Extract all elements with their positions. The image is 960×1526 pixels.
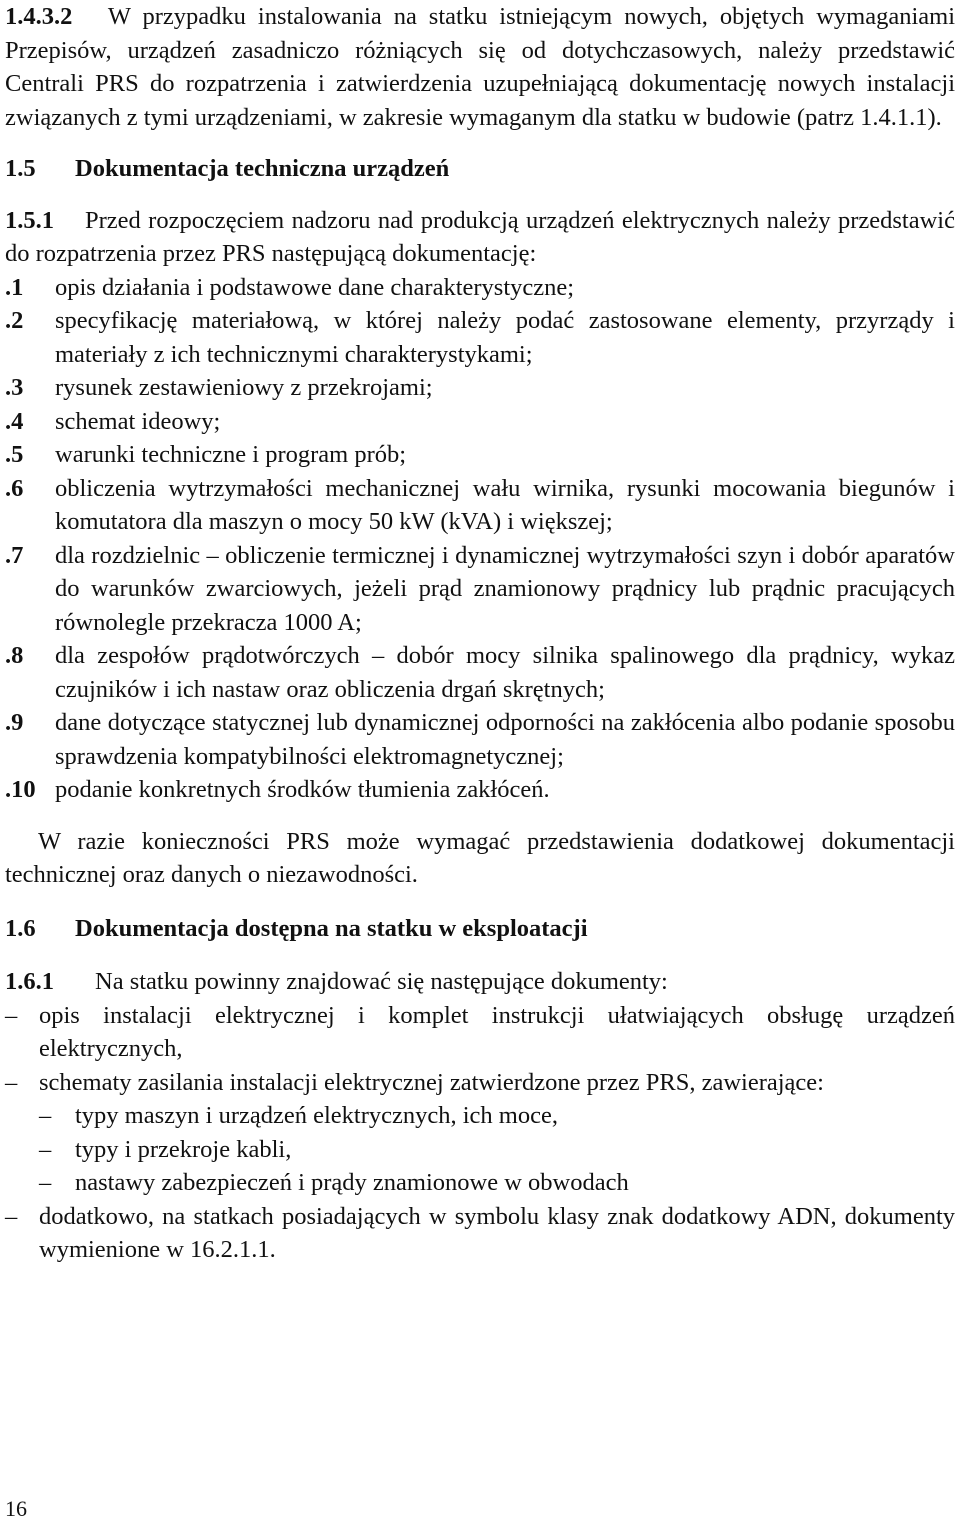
item-number: .9	[5, 709, 24, 736]
list-item	[5, 1200, 955, 1267]
item-text: typy maszyn i urządzeń elektrycznych, ich moce,	[75, 1102, 558, 1129]
documents-list	[5, 999, 955, 1267]
item-text: podanie konkretnych środków tłumienia zakłóceń.	[55, 776, 550, 803]
requirements-list	[5, 271, 955, 807]
intro-paragraph	[5, 0, 955, 134]
subsection-text: Na statku powinny znajdować się następujące dokumenty:	[95, 968, 668, 995]
subsection-number: 1.5.1	[5, 206, 54, 234]
intro-text: W przypadku instalowania na statku istniejącym nowych, objętych wymaganiami Przepisów, urządzeń zasadniczo różniących się od dotychczasowych, należy przedstawić Centrali PRS do rozpatrzenia i zatwierdzenia uzupełniającą dokumentację nowych instalacji związanych z tymi urządzeniami, w zakresie wymaganym dla statku w budowie (patrz 1.4.1.1).	[5, 3, 955, 131]
item-text: dodatkowo, na statkach posiadających w symbolu klasy znak dodatkowy ADN, dokumenty wymienione w 16.2.1.1.	[39, 1202, 955, 1263]
list-item	[5, 1066, 955, 1100]
item-number: .6	[5, 474, 24, 502]
item-text: nastawy zabezpieczeń i prądy znamionowe w obwodach	[75, 1169, 629, 1196]
subsection-number: 1.6.1	[5, 968, 54, 995]
section-number: 1.5	[5, 155, 36, 182]
list-item	[5, 1099, 955, 1133]
section-title: Dokumentacja techniczna urządzeń	[75, 155, 450, 182]
list-item	[5, 539, 955, 640]
dash-bullet: –	[5, 1001, 18, 1029]
item-number: .3	[5, 374, 24, 401]
list-item	[5, 639, 955, 706]
item-text: rysunek zestawieniowy z przekrojami;	[55, 374, 433, 401]
list-item	[5, 1133, 955, 1167]
dash-bullet: –	[39, 1102, 52, 1129]
dash-bullet: –	[5, 1068, 18, 1096]
closing-paragraph	[5, 825, 955, 892]
item-text: specyfikację materiałową, w której należy podać zastosowane elementy, przyrządy i materiały z ich technicznymi charakterystykami;	[55, 307, 955, 368]
list-item	[5, 304, 955, 371]
item-text: typy i przekroje kabli,	[75, 1135, 292, 1163]
item-text: dla zespołów prądotwórczych – dobór mocy silnika spalinowego dla prądnicy, wykaz czujników i ich nastaw oraz obliczenia drgań skrętnych;	[55, 642, 955, 703]
subsection-1-6-1	[5, 965, 955, 999]
section-heading-1-5	[5, 152, 955, 186]
dash-bullet: –	[5, 1202, 18, 1230]
item-number: .5	[5, 441, 24, 468]
item-number: .10	[5, 776, 36, 803]
page-number: 16	[5, 1496, 27, 1521]
list-item	[5, 706, 955, 773]
subsection-1-5-1	[5, 204, 955, 271]
item-text: opis instalacji elektrycznej i komplet instrukcji ułatwiających obsługę urządzeń elektrycznych,	[39, 1001, 955, 1062]
subsection-text: Przed rozpoczęciem nadzoru nad produkcją urządzeń elektrycznych należy przedstawić do rozpatrzenia przez PRS następującą dokumentację:	[5, 206, 955, 267]
item-number: .7	[5, 541, 24, 569]
list-item	[5, 438, 955, 472]
list-item	[5, 405, 955, 439]
intro-number: 1.4.3.2	[5, 3, 73, 30]
closing-text: W razie konieczności PRS może wymagać przedstawienia dodatkowej dokumentacji technicznej oraz danych o niezawodności.	[5, 827, 955, 888]
item-text: schemat ideowy;	[55, 407, 221, 435]
item-text: obliczenia wytrzymałości mechanicznej wału wirnika, rysunki mocowania biegunów i komutatora dla maszyn o mocy 50 kW (kVA) i większej;	[55, 474, 955, 535]
item-text: schematy zasilania instalacji elektrycznej zatwierdzone przez PRS, zawierające:	[39, 1068, 824, 1096]
document-page	[5, 0, 955, 1267]
section-number: 1.6	[5, 914, 36, 942]
list-item	[5, 773, 955, 807]
item-number: .1	[5, 273, 24, 301]
item-number: .2	[5, 307, 24, 334]
list-item	[5, 1166, 955, 1200]
list-item	[5, 271, 955, 305]
list-item	[5, 371, 955, 405]
item-number: .4	[5, 407, 24, 435]
dash-bullet: –	[39, 1169, 52, 1196]
section-title: Dokumentacja dostępna na statku w eksploatacji	[75, 914, 588, 942]
item-text: dla rozdzielnic – obliczenie termicznej i dynamicznej wytrzymałości szyn i dobór aparatów do warunków zwarciowych, jeżeli prąd znamionowy prądnicy lub prądnic pracujących równolegle przekracza 1000 A;	[55, 541, 955, 636]
section-heading-1-6	[5, 912, 955, 946]
list-item	[5, 472, 955, 539]
item-text: warunki techniczne i program prób;	[55, 441, 407, 468]
item-text: dane dotyczące statycznej lub dynamicznej odporności na zakłócenia albo podanie sposobu sprawdzenia kompatybilności elektromagnetycznej;	[55, 709, 955, 770]
dash-bullet: –	[39, 1135, 52, 1163]
item-text: opis działania i podstawowe dane charakterystyczne;	[55, 273, 575, 301]
item-number: .8	[5, 642, 24, 669]
list-item	[5, 999, 955, 1066]
